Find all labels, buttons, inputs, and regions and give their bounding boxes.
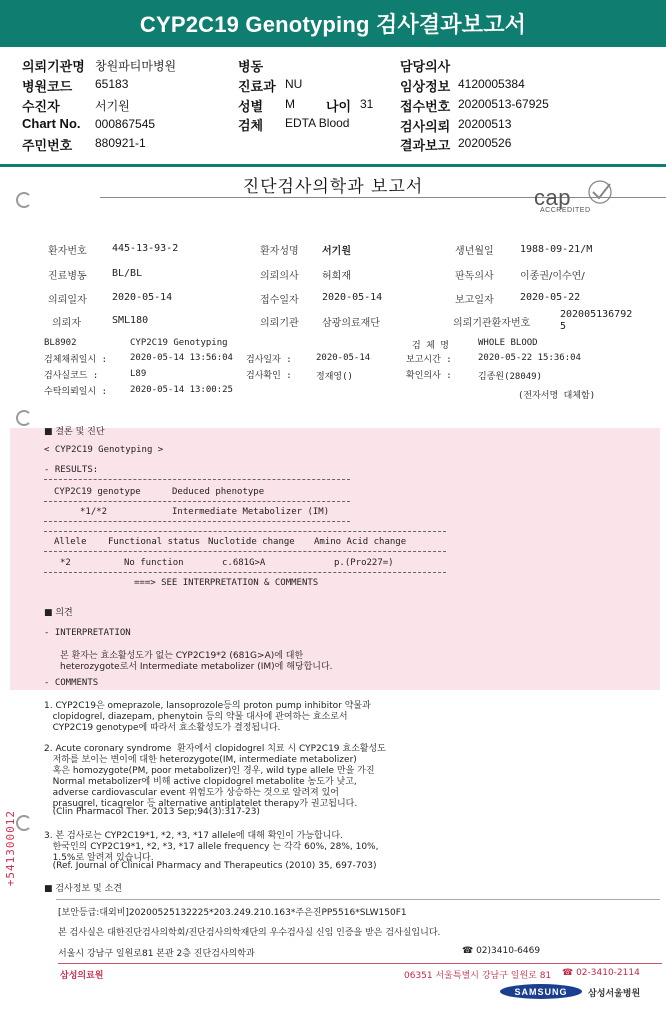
req-org: 삼광의료재단 — [322, 318, 380, 329]
patient-name: 서기원 — [322, 246, 351, 257]
confirm-doc-label: 확인의사 : — [406, 371, 452, 381]
func-value: No function — [124, 558, 184, 568]
table-rule — [44, 501, 350, 502]
col-func: Functional status — [108, 537, 201, 547]
comment-line: 3. 본 검사로는 CYP2C19*1, *2, *3, *17 allele에 대해 확인이 가능합니다. — [44, 831, 343, 841]
patient-no: 445-13-93-2 — [112, 243, 179, 254]
report-time-label: 보고시간 : — [406, 355, 452, 365]
dept-label: 진료병동 — [48, 271, 87, 282]
result-section-title: ■ 결론 및 진단 — [44, 427, 105, 437]
header-label: Chart No. — [22, 116, 81, 131]
patient-no-label: 환자번호 — [48, 246, 87, 257]
req-date-label: 의뢰일자 — [48, 295, 87, 306]
req-date: 2020-05-14 — [112, 292, 173, 303]
dob: 1988-09-21/M — [520, 244, 593, 255]
requester: SML180 — [112, 315, 149, 326]
comment-line: (Ref. Journal of Clinical Pharmacy and Therapeutics (2010) 35, 697-703) — [44, 861, 377, 871]
header-divider — [0, 164, 666, 167]
comments-label: - COMMENTS — [44, 678, 99, 688]
dept: BL/BL — [112, 268, 143, 279]
recv-label: 수탁의뢰일시 : — [44, 387, 108, 397]
table-rule — [44, 572, 446, 573]
header-value: 서기원 — [95, 99, 130, 113]
header-value: 20200513-67925 — [458, 97, 549, 111]
confirm: 정재영() — [316, 372, 353, 382]
comment-line: CYP2C19 genotype에 따라서 효소활성도가 결정됩니다. — [44, 723, 281, 733]
header-info — [0, 52, 666, 156]
comment-line: 한국인의 CYP2C19*1, *2, *3, *17 allele frequency 는 각각 60%, 28%, 10%, — [44, 842, 379, 852]
comment-line: 저하를 보이는 변이에 대한 heterozygote(IM, intermediate metabolizer) — [44, 755, 357, 765]
nuc-value: c.681G>A — [222, 558, 266, 568]
specimen-label: 검 체 명 — [412, 341, 449, 351]
header-value: M — [285, 97, 295, 111]
info-title: ■ 검사정보 및 소견 — [44, 884, 122, 894]
req-org-no-line1: 202005136792 — [560, 309, 633, 320]
req-org-no-line2: 5 — [560, 321, 567, 332]
results-label: - RESULTS: — [44, 465, 99, 475]
footer-hospital: 삼성서울병원 — [588, 989, 641, 999]
col-aa: Amino Acid change — [314, 537, 407, 547]
header-label: 결과보고 — [400, 138, 451, 153]
collect-label: 검체채취일시 : — [44, 355, 108, 365]
comment-line: Normal metabolizer에 비해 active clopidogrel metabolite 농도가 낮고, — [44, 777, 357, 787]
confirm-doc: 김종원(28049) — [478, 372, 543, 382]
comment-line: (Clin Pharmacol Ther. 2013 Sep;94(3):317-23) — [44, 807, 260, 817]
info-address: 서울시 강남구 일원로81 본관 2층 진단검사의학과 — [58, 949, 255, 959]
header-value: NU — [285, 77, 303, 91]
comment-line: 혹은 homozygote(PM, poor metabolizer)인 경우, wild type allele 만을 가진 — [44, 766, 375, 776]
see-interpretation: ===> SEE INTERPRETATION & COMMENTS — [134, 578, 319, 588]
table-rule — [44, 551, 446, 552]
allele-value: *2 — [60, 558, 71, 568]
report-date: 2020-05-22 — [520, 292, 581, 303]
footer-phone: ☎ 02-3410-2114 — [562, 968, 640, 978]
info-rule — [56, 899, 660, 900]
genotype-value: *1/*2 — [80, 507, 108, 517]
header-value: 65183 — [95, 77, 129, 91]
test-date: 2020-05-14 — [316, 353, 371, 363]
dob-label: 생년월일 — [455, 246, 494, 257]
header-value: 20200513 — [458, 117, 512, 131]
punch-hole — [16, 410, 32, 426]
age-value: 31 — [360, 97, 374, 111]
reading-doctor: 이종권/이수연/ — [520, 271, 585, 282]
header-label: 접수번호 — [400, 99, 451, 114]
interpretation-label: - INTERPRETATION — [44, 628, 131, 638]
table-rule — [44, 479, 350, 480]
header-label: 진료과 — [238, 79, 276, 94]
header-label: 성별 — [238, 99, 264, 114]
cap-logo-sub: ACCREDITED — [540, 207, 591, 214]
header-label: 담당의사 — [400, 59, 451, 74]
phenotype-value: Intermediate Metabolizer (IM) — [172, 507, 330, 517]
col-allele: Allele — [54, 537, 87, 547]
header-value: 4120005384 — [458, 77, 525, 91]
samsung-logo: SAMSUNG — [500, 984, 582, 999]
cap-logo-text: cap — [534, 185, 571, 210]
comment-line: clopidogrel, diazepam, phenytoin 등의 약물 대사에 관여하는 효소로서 — [44, 712, 348, 722]
col-phenotype: Deduced phenotype — [172, 487, 265, 497]
comment-line: 1.5%로 알려져 있습니다. — [44, 853, 154, 863]
comment-line: prasugrel, ticagrelor 등 alternative antiplatelet therapy가 권고됩니다. — [44, 799, 358, 809]
header-value: 창원파티마병원 — [95, 59, 177, 73]
footer-address: 06351 서울특별시 강남구 일원로 81 — [404, 971, 552, 981]
header-label: 임상정보 — [400, 79, 451, 94]
col-nuc: Nuclotide change — [208, 537, 295, 547]
side-barcode-number: +541300012 — [4, 810, 17, 887]
comment-line: adverse cardiovascular event 위험도가 상승하는 것으로 알려져 있어 — [44, 788, 339, 798]
age-label: 나이 — [326, 99, 352, 114]
interpretation-line: heterozygote로서 Intermediate metabolizer (IM)에 해당합니다. — [60, 662, 333, 672]
opinion-title: ■ 의견 — [44, 608, 73, 618]
punch-hole — [16, 815, 32, 831]
header-value: 20200526 — [458, 136, 512, 150]
header-label: 수진자 — [22, 99, 60, 114]
table-rule — [44, 521, 350, 522]
requester-label: 의뢰자 — [52, 318, 81, 329]
confirm-label: 검사확인 : — [246, 371, 292, 381]
header-label: 검체 — [238, 118, 264, 133]
header-label: 의뢰기관명 — [22, 59, 85, 74]
test-code: BL8902 — [44, 338, 77, 348]
recv: 2020-05-14 13:00:25 — [130, 385, 233, 395]
header-value: 000867545 — [95, 117, 156, 131]
req-org-no-label: 의뢰기관환자번호 — [453, 318, 531, 329]
aa-value: p.(Pro227=) — [334, 558, 394, 568]
esign-note: (전자서명 대체함) — [518, 391, 596, 401]
req-doctor-label: 의뢰의사 — [260, 271, 299, 282]
report-time: 2020-05-22 15:36:04 — [478, 353, 581, 363]
table-rule — [44, 531, 446, 532]
recv-date-label: 접수일자 — [260, 295, 299, 306]
header-label: 주민번호 — [22, 138, 73, 153]
interpretation-line: 본 환자는 효소활성도가 없는 CYP2C19*2 (681G>A)에 대한 — [60, 651, 304, 661]
report-banner-title: CYP2C19 Genotyping 검사결과보고서 — [0, 0, 666, 47]
name-label: 환자성명 — [260, 246, 299, 257]
info-line: [보안등급:대외비]20200525132225*203.249.210.163*주은진PP5516*SLW150F1 — [58, 908, 407, 918]
comment-line: 2. Acute coronary syndrome 환자에서 clopidogrel 치료 시 CYP2C19 효소활성도 — [44, 744, 386, 754]
header-label: 병원코드 — [22, 79, 73, 94]
test-heading: < CYP2C19 Genotyping > — [44, 445, 164, 455]
req-doctor: 허희재 — [322, 271, 351, 282]
paper-title: 진단검사의학과 보고서 — [242, 177, 424, 197]
header-label: 검사의뢰 — [400, 119, 451, 134]
test-date-label: 검사일자 : — [246, 355, 292, 365]
room: L89 — [130, 369, 147, 379]
footer-rule — [58, 963, 662, 964]
req-org-label: 의뢰기관 — [260, 318, 299, 329]
header-label: 병동 — [238, 59, 264, 74]
info-line: 본 검사실은 대한진단검사의학회/진단검사의학재단의 우수검사실 신임 인증을 받은 검사실입니다. — [58, 928, 441, 938]
collect: 2020-05-14 13:56:04 — [130, 353, 233, 363]
info-phone: ☎ 02)3410-6469 — [462, 946, 541, 956]
test-name: CYP2C19 Genotyping — [130, 338, 228, 348]
header-value: 880921-1 — [95, 136, 146, 150]
recv-date: 2020-05-14 — [322, 292, 383, 303]
footer-left-brand: 삼성의료원 — [60, 971, 104, 981]
room-label: 검사실코드 : — [44, 371, 99, 381]
header-value: EDTA Blood — [285, 116, 350, 130]
comment-line: 1. CYP2C19은 omeprazole, lansoprozole등의 proton pump inhibitor 약물과 — [44, 701, 371, 711]
punch-hole — [16, 192, 32, 208]
report-date-label: 보고일자 — [455, 295, 494, 306]
reading-doctor-label: 판독의사 — [455, 271, 494, 282]
specimen: WHOLE BLOOD — [478, 338, 538, 348]
col-genotype: CYP2C19 genotype — [54, 487, 141, 497]
